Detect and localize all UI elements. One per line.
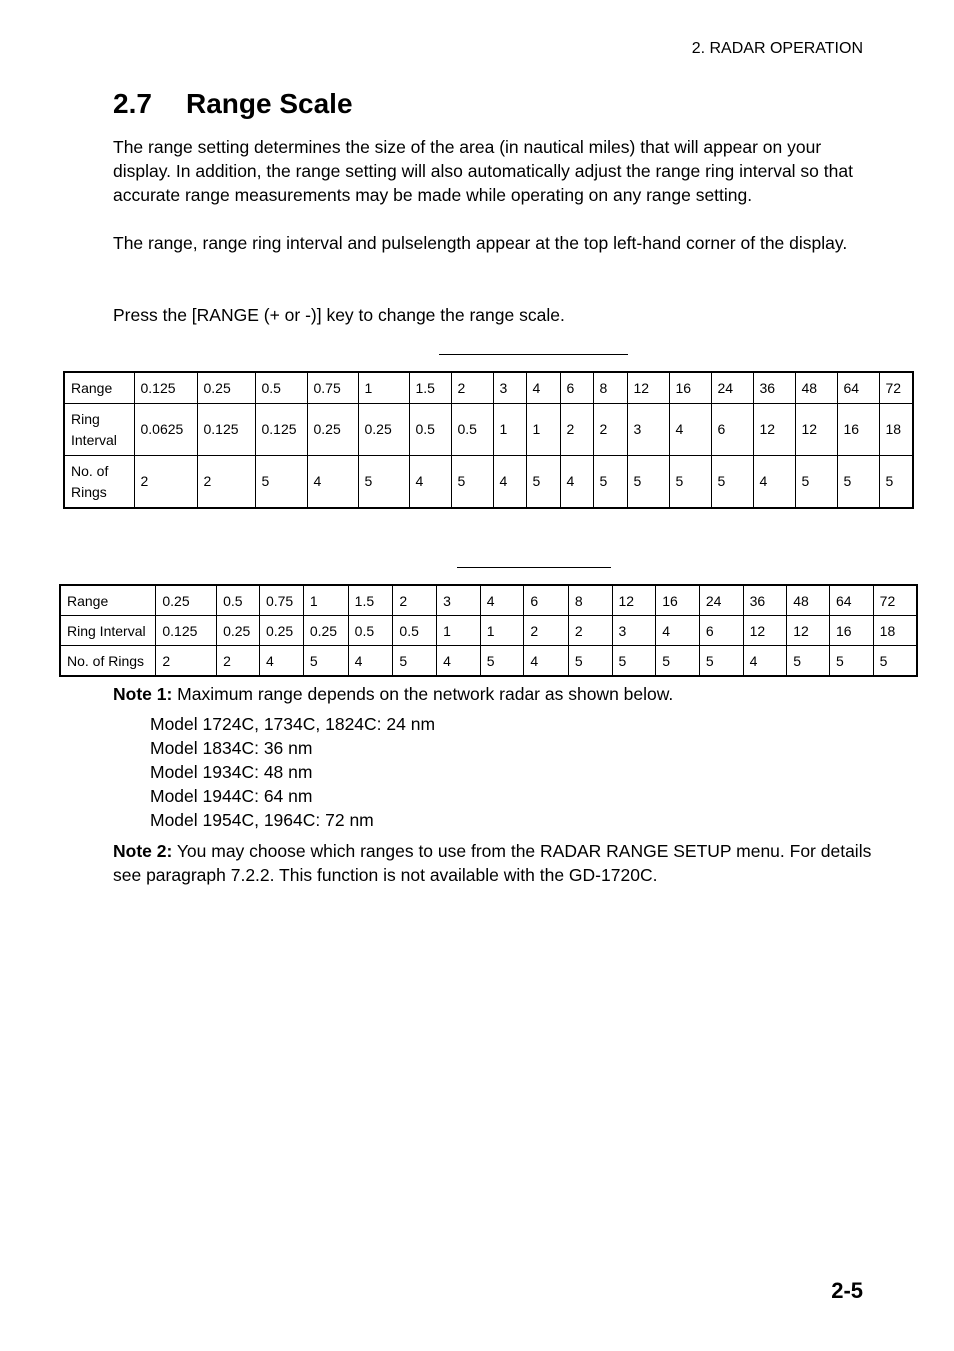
table-cell: 5 (593, 456, 627, 509)
table-cell: 64 (837, 372, 879, 404)
table-cell: 48 (787, 585, 830, 616)
note-1-label: Note 1: (113, 684, 173, 704)
note-2-text: You may choose which ranges to use from the RADAR RANGE SETUP menu. For details see paragraph 7.2.2. This function is not available with the GD-1720C. (113, 841, 872, 885)
row-label (64, 456, 134, 509)
table-cell: 0.5 (409, 404, 451, 456)
row-label: Ring Interval (60, 616, 156, 646)
note-1-text: Maximum range depends on the network radar as shown below. (172, 684, 674, 704)
table-cell: 6 (711, 404, 753, 456)
table-cell: 0.5 (393, 616, 437, 646)
table-row (64, 404, 913, 456)
table-cell: 0.75 (259, 585, 303, 616)
row-label-line: Ring (71, 410, 100, 427)
table-cell: 5 (568, 646, 612, 677)
table-cell: 24 (711, 372, 753, 404)
row-label-line: Rings (71, 483, 107, 500)
table-cell: 3 (612, 616, 656, 646)
table-cell: 4 (743, 646, 787, 677)
table-cell: 1 (526, 404, 560, 456)
table-cell: 2 (524, 616, 569, 646)
section-title-text: Range Scale (186, 88, 353, 119)
table-cell: 3 (493, 372, 526, 404)
table-cell: 0.25 (217, 616, 260, 646)
table-cell: 5 (837, 456, 879, 509)
table-cell: 36 (753, 372, 795, 404)
table-cell: 24 (699, 585, 743, 616)
table-row (64, 456, 913, 509)
table-cell: 5 (303, 646, 348, 677)
table-cell: 4 (307, 456, 358, 509)
table-cell: 16 (656, 585, 700, 616)
table-cell: 4 (437, 646, 481, 677)
table-cell: 0.25 (197, 372, 255, 404)
table-cell: 3 (437, 585, 481, 616)
table-cell: 36 (743, 585, 787, 616)
table-cell: 0.125 (156, 616, 217, 646)
table-cell: 0.25 (259, 616, 303, 646)
table-cell: 16 (837, 404, 879, 456)
model-item: Model 1944C: 64 nm (150, 786, 313, 806)
table-cell: 4 (409, 456, 451, 509)
table-cell: 5 (699, 646, 743, 677)
table-cell: 4 (259, 646, 303, 677)
row-label-line: Range (71, 380, 113, 396)
table-cell: 1.5 (348, 585, 393, 616)
table-row (60, 616, 917, 646)
table-cell: 8 (568, 585, 612, 616)
table-cell: 72 (873, 585, 917, 616)
range-table-2 (59, 584, 918, 677)
table-cell: 1 (480, 616, 524, 646)
table-cell: 0.25 (156, 585, 217, 616)
display-paragraph: The range, range ring interval and pulselength appear at the top left-hand corner of the display. (113, 233, 848, 253)
table-cell: 1 (437, 616, 481, 646)
table-cell: 2 (197, 456, 255, 509)
table-cell: 0.5 (255, 372, 307, 404)
table-cell: 2 (451, 372, 493, 404)
table-cell: 8 (593, 372, 627, 404)
instruction-paragraph: Press the [RANGE (+ or -)] key to change the range scale. (113, 305, 565, 325)
table-cell: 0.5 (348, 616, 393, 646)
table-cell: 1.5 (409, 372, 451, 404)
table-cell: 2 (393, 585, 437, 616)
table-cell: 3 (627, 404, 669, 456)
table-cell: 16 (829, 616, 873, 646)
table2-caption-rule (457, 567, 611, 568)
table-cell: 1 (358, 372, 409, 404)
table-cell: 5 (451, 456, 493, 509)
table-cell: 1 (303, 585, 348, 616)
table-cell: 5 (612, 646, 656, 677)
table-cell: 5 (480, 646, 524, 677)
table-cell: 4 (493, 456, 526, 509)
table-cell: 48 (795, 372, 837, 404)
table-cell: 4 (669, 404, 711, 456)
table-cell: 0.25 (307, 404, 358, 456)
table-cell: 18 (873, 616, 917, 646)
table-cell: 12 (753, 404, 795, 456)
model-item: Model 1934C: 48 nm (150, 762, 313, 782)
table-cell: 0.75 (307, 372, 358, 404)
table-cell: 2 (593, 404, 627, 456)
table-cell: 5 (656, 646, 700, 677)
model-item: Model 1724C, 1734C, 1824C: 24 nm (150, 714, 436, 734)
table-cell: 5 (669, 456, 711, 509)
row-label-line: No. of (71, 462, 109, 479)
table-cell: 0.25 (303, 616, 348, 646)
table-cell: 5 (526, 456, 560, 509)
row-label (64, 372, 134, 404)
table-cell: 4 (656, 616, 700, 646)
table-cell: 4 (526, 372, 560, 404)
table-cell: 5 (255, 456, 307, 509)
table-cell: 5 (879, 456, 913, 509)
table-cell: 2 (156, 646, 217, 677)
table-cell: 6 (560, 372, 593, 404)
running-header: 2. RADAR OPERATION (691, 40, 863, 57)
table-cell: 18 (879, 404, 913, 456)
table-cell: 5 (711, 456, 753, 509)
table-cell: 0.125 (255, 404, 307, 456)
row-label: Range (60, 585, 156, 616)
table-cell: 12 (743, 616, 787, 646)
table-cell: 12 (627, 372, 669, 404)
note-1 (113, 682, 873, 706)
table-cell: 5 (795, 456, 837, 509)
table-cell: 5 (627, 456, 669, 509)
table-cell: 5 (787, 646, 830, 677)
table-cell: 2 (134, 456, 197, 509)
table-cell: 72 (879, 372, 913, 404)
note-2-label: Note 2: (113, 841, 173, 861)
table-cell: 4 (480, 585, 524, 616)
table-cell: 2 (560, 404, 593, 456)
intro-paragraph: The range setting determines the size of the area (in nautical miles) that will appear on your display. In addition, the range setting will also automatically adjust the range ring interval so that accurate range measurements may be made while operating on any range setting. (113, 137, 853, 205)
table-cell: 2 (568, 616, 612, 646)
table-cell: 0.5 (217, 585, 260, 616)
table-row (60, 585, 917, 616)
model-list (150, 712, 435, 832)
table-cell: 12 (787, 616, 830, 646)
row-label: No. of Rings (60, 646, 156, 677)
model-item: Model 1834C: 36 nm (150, 738, 313, 758)
table-cell: 4 (348, 646, 393, 677)
table-cell: 16 (669, 372, 711, 404)
table-cell: 2 (217, 646, 260, 677)
table1-caption-rule (439, 354, 628, 355)
table-row (60, 646, 917, 677)
table-cell: 4 (524, 646, 569, 677)
row-label-line: Interval (71, 431, 117, 448)
range-table-1 (63, 371, 914, 509)
model-item: Model 1954C, 1964C: 72 nm (150, 810, 374, 830)
table-cell: 0.125 (197, 404, 255, 456)
table-cell: 0.5 (451, 404, 493, 456)
table-cell: 6 (524, 585, 569, 616)
row-label (64, 404, 134, 456)
table-cell: 12 (795, 404, 837, 456)
note-2 (113, 839, 873, 887)
table-cell: 6 (699, 616, 743, 646)
table-cell: 12 (612, 585, 656, 616)
table-cell: 5 (873, 646, 917, 677)
table-cell: 0.125 (134, 372, 197, 404)
table-cell: 5 (358, 456, 409, 509)
table-cell: 0.25 (358, 404, 409, 456)
section-number: 2.7 (113, 88, 152, 119)
table-cell: 64 (829, 585, 873, 616)
page-number: 2-5 (831, 1278, 863, 1303)
table-row (64, 372, 913, 404)
table-cell: 4 (753, 456, 795, 509)
table-cell: 5 (393, 646, 437, 677)
table-cell: 4 (560, 456, 593, 509)
table-cell: 5 (829, 646, 873, 677)
table-cell: 1 (493, 404, 526, 456)
table-cell: 0.0625 (134, 404, 197, 456)
section-title (113, 88, 353, 120)
